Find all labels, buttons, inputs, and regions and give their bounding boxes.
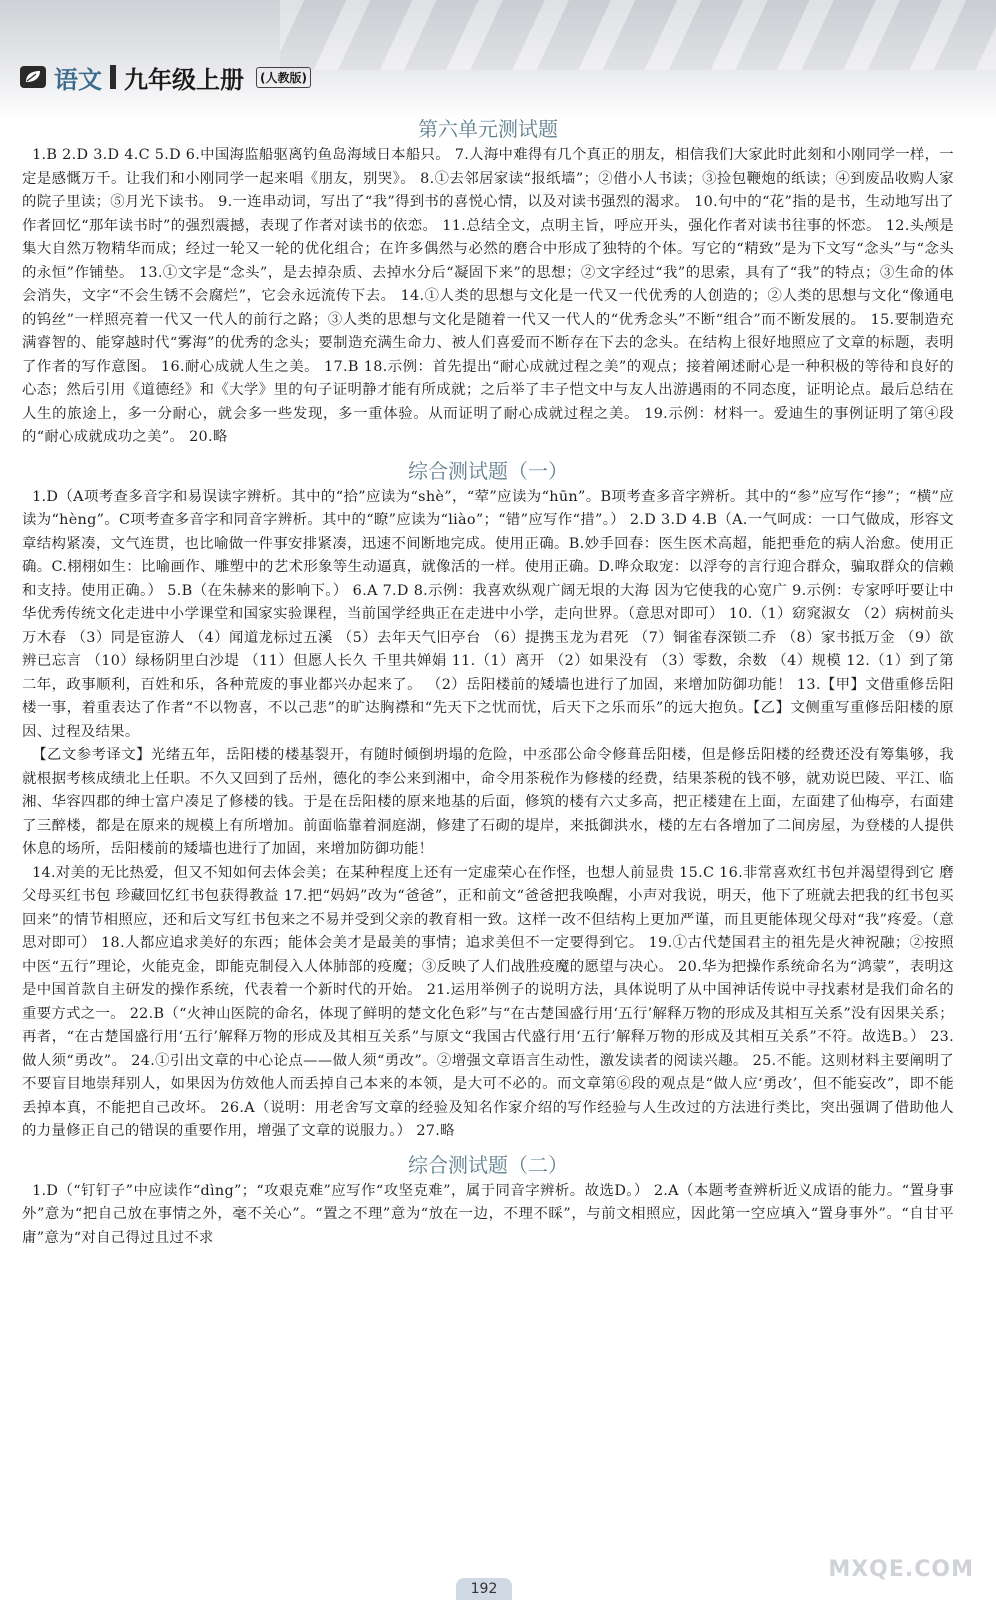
edition-label: (人教版): [256, 67, 311, 88]
page-number: 192: [456, 1578, 512, 1600]
section-comprehensive-1-answers: 1.D（A项考查多音字和易误读字辨析。其中的“拾”应读为“shè”，“荤”应读为“hūn”。B项考查多音字辨析。其中的“参”应写作“掺”；“横”应读为“hèng”。C项考查多音字和同音字辨析。其中的“瞭”应读为“liào”；“错”应写作“措”。） 2.D 3.D 4.B（A.一气呵成：一口气做成，形容文章结构紧凑，文气连贯，也比喻做一件事安排紧凑，迅速不间断地完成。使用正确。B.妙手回春：医生医术高超，能把垂危的病人治愈。使用正确。C.栩栩如生：比喻画作、雕塑中的艺术形象等生动逼真，就像活的一样。使用正确。D.哗众取宠：以浮夸的言行迎合群众，骗取群众的信赖和支持。使用正确。） 5.B（在朱赫来的影响下。） 6.A 7.D 8.示例：我喜欢纵观广阔无垠的大海 因为它使我的心宽广 9.示例：专家呼吁要让中华优秀传统文化走进中小学课堂和国家实验课程，当前国学经典正在走进中小学，走向世界。（意思对即可） 10.（1）窈窕淑女 （2）病树前头万木春 （3）同是宦游人 （4）闻道龙标过五溪 （5）去年天气旧亭台 （6）提携玉龙为君死 （7）铜雀春深锁二乔 （8）家书抵万金 （9）欲辨已忘言 （10）绿杨阴里白沙堤 （11）但愿人长久 千里共婵娟 11.（1）离开 （2）如果没有 （3）零数，余数 （4）规模 12.（1）到了第二年，政事顺利，百姓和乐，各种荒废的事业都兴办起来了。 （2）岳阳楼前的矮墙也进行了加固，来增加防御功能！ 13.【甲】文借重修岳阳楼一事，着重表达了作者“不以物喜，不以己悲”的旷达胸襟和“先天下之忧而忧，后天下之乐而乐”的远大抱负。【乙】文侧重写重修岳阳楼的原因、过程及结果。: [22, 488, 955, 740]
section-comprehensive-2-answers: 1.D（“钉钉子”中应读作“dìng”；“攻艰克难”应写作“攻坚克难”，属于同音字辨析。故选D。） 2.A（本题考查辨析近义成语的能力。“置身事外”意为“把自己放在事情之外，毫不关心”。“置之不理”意为“放在一边，不理不睬”，与前文相照应，因此第一空应填入“置身事外”。“自甘平庸”意为“对自己得过且过不求: [22, 1182, 954, 1246]
header-decoration: [280, 0, 996, 70]
section-unit6-answers: 1.B 2.D 3.D 4.C 5.D 6.中国海监船驱离钓鱼岛海域日本船只。 7.人海中难得有几个真正的朋友，相信我们大家此时此刻和小刚同学一样，一定是感慨万千。让我们和小刚同学一起来唱《朋友，别哭》。 8.①去邻居家读“报纸墙”；②借小人书读；③捡包鞭炮的纸读；④到废品收购人家的院子里读；⑤月光下读书。 9.一连串动词，写出了“我”得到书的喜悦心情，以及对读书强烈的渴求。 10.句中的“花”指的是书，生动地写出了作者回忆“那年读书时”的强烈震撼，表现了作者对读书的依恋。 11.总结全文，点明主旨，呼应开头，强化作者对读书往事的怀恋。 12.头颅是集大自然万物精华而成；经过一轮又一轮的优化组合；在许多偶然与必然的磨合中形成了独特的个体。写它的“精致”是为下文写“念头”与“念头的永恒”作铺垫。 13.①文字是“念头”，是去掉杂质、去掉水分后“凝固下来”的思想；②文字经过“我”的思索，具有了“我”的特点；③生命的体会消失，文字“不会生锈不会腐烂”，它会永远流传下去。 14.①人类的思想与文化是一代又一代优秀的人创造的；②人类的思想与文化“像通电的钨丝”一样照亮着一代又一代人的前行之路；③人类的思想与文化是随着一代又一代人的“优秀念头”不断“组合”而不断发展的。 15.要制造充满睿智的、能穿越时代“雾海”的优秀的念头；要制造充满生命力、被人们喜爱而不断存在下去的念头。在结构上很好地照应了文章的标题，表明了作者的写作意图。 16.耐心成就人生之美。 17.B 18.示例：首先提出“耐心成就过程之美”的观点；接着阐述耐心是一种积极的等待和良好的心态；然后引用《道德经》和《大学》里的句子证明静才能有所成就；之后举了丰子恺文中与友人出游遇雨的不同态度，证明论点。最后总结在人生的旅途上，多一分耐心，就会多一些发现，多一重体验。从而证明了耐心成就过程之美。 19.示例：材料一。爱迪生的事例证明了第④段的“耐心成就成功之美”。 20.略: [22, 147, 954, 445]
page-header: [20, 62, 311, 92]
header-divider: [110, 65, 116, 89]
section-comprehensive-1-translation: 【乙文参考译文】光绪五年，岳阳楼的楼基裂开，有随时倾倒坍塌的危险，中丞邵公命令修葺岳阳楼，但是修岳阳楼的经费还没有筹集够，我就根据考核成绩北上任职。不久又回到了岳州，德化的李公来到湘中，命令用茶税作为修楼的经费，结果茶税的钱不够，就劝说巴陵、平江、临湘、华容四郡的绅士富户凑足了修楼的钱。于是在岳阳楼的原来地基的后面，修筑的楼有六丈多高，把正楼建在上面，左面建了仙梅亭，右面建了三醉楼，都是在原来的规模上有所增加。前面临靠着洞庭湖，修建了石砌的堤岸，来抵御洪水，楼的左右各增加了二间房屋，为登楼的人提供休息的场所，岳阳楼前的矮墙也进行了加固，来增加防御功能！: [22, 747, 954, 857]
grade-label: 九年级上册: [124, 65, 244, 94]
section-title-unit6: 第六单元测试题: [418, 117, 558, 141]
section-comprehensive-1-answers-continued: 14.对美的无比热爱，但又不知如何去体会美；在某种程度上还有一定虚荣心在作怪，也想人前显贵 15.C 16.非常喜欢红书包并渴望得到它 磨父母买红书包 珍藏回忆红书包获得教益 17.把“妈妈”改为“爸爸”，正和前文“爸爸把我唤醒，小声对我说，明天，他下了班就去把我的红书包买回来”的情节相照应，还和后文写红书包来之不易并受到父亲的教育相一致。这样一改不但结构上更加严谨，而且更能体现父母对“我”疼爱。（意思对即可） 18.人都应追求美好的东西；能体会美才是最美的事情；追求美但不一定要得到它。 19.①古代楚国君主的祖先是火神祝融；②按照中医“五行”理论，火能克金，即能克制侵入人体肺部的疫魔；③反映了人们战胜疫魔的愿望与决心。 20.华为把操作系统命名为“鸿蒙”，表明这是中国首款自主研发的操作系统，代表着一个新时代的开始。 21.运用举例子的说明方法，具体说明了从中国神话传说中寻找素材是我们命名的重要方式之一。 22.B（“火神山医院的命名，体现了鲜明的楚文化色彩”与“在古楚国盛行用‘五行’解释万物的形成及其相互关系”没有因果关系；再者，“在古楚国盛行用‘五行’解释万物的形成及其相互关系”与原文“我国古代盛行用‘五行’解释万物的形成及其相互关系”不符。故选B。） 23.做人须“勇改”。 24.①引出文章的中心论点——做人须“勇改”。②增强文章语言生动性，激发读者的阅读兴趣。 25.不能。这则材料主要阐明了不要盲目地崇拜别人，如果因为仿效他人而丢掉自己本来的本领，是大可不必的。而文章第⑥段的观点是“做人应‘勇改’，但不能妄改”，即不能丢掉本真，不能把自己改坏。 26.A（说明：用老舍写文章的经验及知名作家介绍的写作经验与人生改过的方法进行类比，突出强调了借助他人的力量修正自己的错误的重要作用，增强了文章的说服力。） 27.略: [22, 864, 954, 1139]
section-title-comprehensive-2: 综合测试题（二）: [408, 1152, 568, 1177]
section-title-comprehensive-1: 综合测试题（一）: [408, 458, 568, 483]
subject-label: 语文: [54, 65, 102, 94]
watermark: MXQE.COM: [828, 1557, 974, 1582]
leaf-logo-icon: [20, 66, 46, 88]
answer-content: [22, 116, 954, 1250]
